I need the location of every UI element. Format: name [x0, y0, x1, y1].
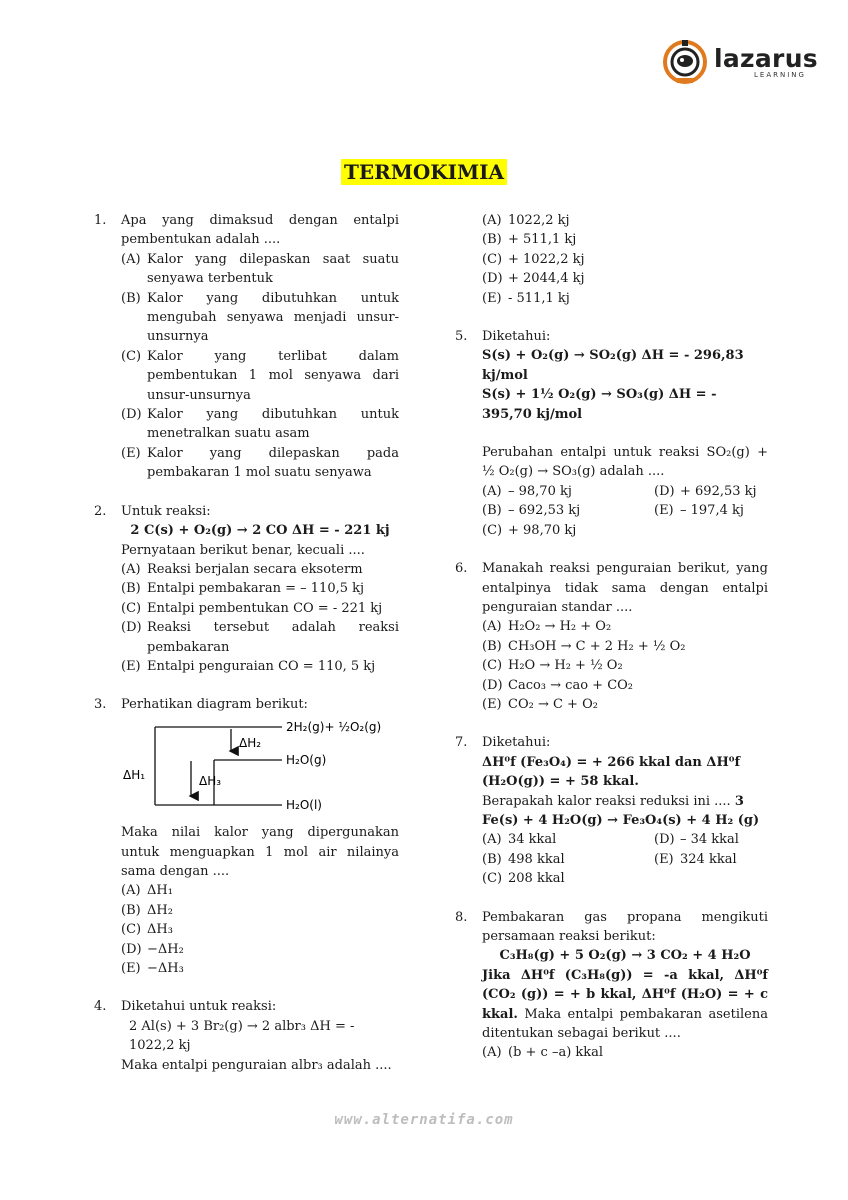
question-stem: Manakah reaksi penguraian berikut, yang entalpinya tidak sama dengan entalpi penguraian standar .... [482, 561, 768, 615]
reaction-equation: 2 Al(s) + 3 Br₂(g) → 2 albr₃ ΔH = - 1022,2 kj [129, 1018, 355, 1054]
option-text: H₂O → H₂ + ½ O₂ [508, 658, 623, 674]
option [482, 695, 768, 714]
option-text: – 197,4 kj [680, 503, 744, 519]
option-letter: (E) [482, 290, 502, 306]
option [482, 869, 654, 888]
option-text: 498 kkal [508, 851, 565, 867]
option [482, 501, 654, 520]
option-letter: (C) [121, 600, 142, 616]
question-3 [94, 695, 399, 978]
reaction-1: S(s) + O₂(g) → SO₂(g) ΔH = - 296,83 kj/mol [482, 348, 744, 383]
option [121, 444, 399, 483]
option-text: – 98,70 kj [508, 483, 572, 499]
option-letter: (E) [121, 658, 141, 674]
option [121, 920, 399, 939]
option-letter: (D) [121, 407, 142, 423]
question-1 [94, 211, 399, 483]
option [482, 482, 654, 501]
option-text: −ΔH₂ [147, 941, 184, 957]
option-text: + 1022,2 kj [508, 251, 585, 267]
option-letter: (A) [482, 483, 502, 499]
option-letter: (E) [654, 503, 674, 519]
option-letter: (A) [121, 883, 141, 899]
page-title: TERMOKIMIA [341, 159, 507, 185]
option-text: 208 kkal [508, 871, 565, 887]
reaction-equation: 3 Fe(s) + 4 H₂O(g) → Fe₃O₄(s) + 4 H₂ (g) [482, 793, 760, 828]
option [654, 501, 768, 520]
dh3-label: ΔH₃ [199, 773, 222, 788]
option [121, 940, 399, 959]
astronaut-icon [662, 38, 708, 86]
option-letter: (A) [121, 251, 141, 267]
option-letter: (C) [121, 348, 142, 364]
question-number: 3. [94, 697, 107, 713]
option-text: Kalor yang terlibat dalam pembentukan 1 mol senyawa dari unsur-unsurnya [147, 348, 399, 403]
enthalpy-diagram [119, 721, 389, 813]
dh2-label: ΔH₂ [239, 735, 262, 750]
question-7 [455, 733, 768, 888]
option [482, 830, 654, 849]
option-text: 1022,2 kj [508, 213, 570, 228]
option-text: - 511,1 kj [508, 290, 570, 306]
question-4 [94, 997, 399, 1075]
option [482, 521, 654, 540]
given-values: Jika ΔH⁰f (C₃H₈(g)) = -a kkal, ΔH⁰f (CO₂ (g)) = + b kkal, ΔH⁰f (H₂O) = + c kkal. [482, 967, 768, 1022]
option-text: ΔH₃ [147, 922, 173, 938]
option-text: 34 kkal [508, 832, 557, 848]
option-text: H₂O₂ → H₂ + O₂ [508, 619, 612, 635]
option [482, 269, 768, 288]
question-5 [455, 327, 768, 540]
given-values: ΔH⁰f (Fe₃O₄) = + 266 kkal dan ΔH⁰f (H₂O(g)) = + 58 kkal. [482, 754, 741, 790]
option-text: + 98,70 kj [508, 522, 577, 538]
option-letter: (B) [121, 902, 141, 918]
option-text: Kalor yang dibutuhkan untuk menetralkan suatu asam [147, 407, 399, 442]
option-letter: (B) [482, 232, 502, 248]
option [121, 901, 399, 920]
option-letter: (C) [482, 522, 503, 538]
option [482, 617, 768, 636]
question-stem: Diketahui: [482, 735, 551, 751]
option-letter: (B) [482, 638, 502, 654]
option-letter: (A) [121, 561, 141, 577]
option-text: 324 kkal [680, 851, 737, 867]
option [654, 482, 768, 501]
question-number: 6. [455, 561, 468, 577]
question-number: 1. [94, 213, 107, 228]
option [121, 599, 399, 618]
lazarus-logo [662, 38, 818, 86]
footer-watermark: www.alternatifa.com [334, 1112, 514, 1128]
option [482, 289, 768, 308]
option-text: Kalor yang dilepaskan pada pembakaran 1 mol suatu senyawa [147, 445, 399, 481]
option [121, 289, 399, 347]
question-stem: Perhatikan diagram berikut: [121, 697, 308, 713]
option [121, 347, 399, 405]
question-stem: Pembakaran gas propana mengikuti persamaan reaksi berikut: [482, 909, 768, 944]
option [121, 250, 399, 289]
option [654, 830, 768, 849]
left-column [94, 211, 399, 1075]
question-stem: Diketahui untuk reaksi: [121, 999, 277, 1015]
option-text: Caco₃ → cao + CO₂ [508, 677, 634, 693]
question-number: 2. [94, 503, 107, 519]
question-stem-2: Pernyataan berikut benar, kecuali .... [121, 542, 365, 558]
option-text: Kalor yang dibutuhkan untuk mengubah senyawa menjadi unsur-unsurnya [147, 290, 399, 345]
option [121, 405, 399, 444]
option-text: Reaksi berjalan secara eksoterm [147, 561, 363, 577]
option [121, 959, 399, 978]
question-4-options [455, 211, 768, 308]
option-text: Reaksi tersebut adalah reaksi pembakaran [147, 620, 399, 655]
option [482, 637, 768, 656]
top-level-label: 2H₂(g)+ ½O₂(g) [286, 720, 382, 734]
option-letter: (C) [121, 922, 142, 938]
option-letter: (C) [482, 251, 503, 267]
option [482, 850, 654, 869]
option-letter: (B) [482, 503, 502, 519]
option-letter: (A) [482, 619, 502, 635]
question-8 [455, 908, 768, 1063]
option-text: Entalpi penguraian CO = 110, 5 kj [147, 658, 376, 674]
question-stem-2: Perubahan entalpi untuk reaksi SO₂(g) + ½ O₂(g) → SO₃(g) adalah .... [482, 445, 768, 480]
reaction-equation: 2 C(s) + O₂(g) → 2 CO ΔH = - 221 kj [130, 523, 390, 539]
question-number: 7. [455, 735, 468, 751]
question-stem: Diketahui: [482, 329, 551, 345]
option-text: −ΔH₃ [147, 961, 184, 976]
option-text: Entalpi pembentukan CO = - 221 kj [147, 600, 383, 616]
question-stem-2: Maka nilai kalor yang dipergunakan untuk menguapkan 1 mol air nilainya sama dengan .... [121, 825, 399, 879]
option [121, 579, 399, 598]
option [482, 250, 768, 269]
question-stem-2: Berapakah kalor reaksi reduksi ini .... [482, 793, 731, 809]
option [482, 1043, 768, 1062]
option [482, 211, 768, 230]
option-text: (b + c –a) kkal [508, 1045, 604, 1061]
option [121, 560, 399, 579]
option-letter: (D) [482, 271, 503, 287]
option-letter: (C) [482, 871, 503, 887]
option [654, 850, 768, 869]
question-stem-2: Maka entalpi pembakaran asetilena ditentukan sebagai berikut .... [482, 1006, 768, 1042]
option [121, 657, 399, 676]
bottom-level-label: H₂O(l) [286, 797, 322, 812]
option-text: ΔH₁ [147, 883, 173, 899]
option-text: + 2044,4 kj [508, 271, 585, 287]
option-letter: (A) [482, 213, 502, 228]
option-letter: (D) [121, 941, 142, 957]
mid-level-label: H₂O(g) [286, 752, 327, 767]
option-text: Entalpi pembakaran = – 110,5 kj [147, 581, 365, 597]
option-letter: (D) [482, 677, 503, 693]
option-letter: (B) [482, 851, 502, 867]
option [482, 676, 768, 695]
reaction-2: S(s) + 1½ O₂(g) → SO₃(g) ΔH = - 395,70 kj/mol [482, 387, 717, 422]
question-stem: Apa yang dimaksud dengan entalpi pembentukan adalah .... [121, 213, 399, 248]
option-letter: (B) [121, 290, 141, 306]
logo-name: lazarus [714, 43, 818, 73]
option [482, 230, 768, 249]
option [121, 881, 399, 900]
question-stem: Untuk reaksi: [121, 503, 211, 519]
option-text: + 692,53 kj [680, 483, 757, 499]
option-text: Kalor yang dilepaskan saat suatu senyawa terbentuk [147, 251, 399, 287]
option-text: CO₂ → C + O₂ [508, 696, 598, 712]
option-text: – 34 kkal [680, 832, 739, 848]
option [121, 618, 399, 657]
option-letter: (E) [121, 445, 141, 461]
question-number: 5. [455, 329, 468, 345]
option-letter: (E) [121, 961, 141, 976]
option-letter: (A) [482, 1045, 502, 1061]
option-letter: (E) [482, 696, 502, 712]
question-2 [94, 502, 399, 677]
option-text: CH₃OH → C + 2 H₂ + ½ O₂ [508, 638, 686, 654]
option-letter: (D) [654, 832, 675, 848]
question-stem-2: Maka entalpi penguraian albr₃ adalah .... [121, 1057, 392, 1073]
right-column [455, 211, 768, 1063]
dh1-label: ΔH₁ [123, 767, 146, 782]
option-text: ΔH₂ [147, 902, 173, 918]
option-text: – 692,53 kj [508, 503, 581, 519]
option-text: + 511,1 kj [508, 232, 577, 248]
option-letter: (D) [121, 620, 142, 636]
option-letter: (C) [482, 658, 503, 674]
page-title-wrap [0, 160, 848, 184]
option-letter: (B) [121, 581, 141, 597]
option [482, 656, 768, 675]
question-number: 8. [455, 909, 468, 925]
option-letter: (A) [482, 832, 502, 848]
question-number: 4. [94, 999, 107, 1015]
logo-subtitle: LEARNING [754, 70, 806, 79]
reaction-equation: C₃H₈(g) + 5 O₂(g) → 3 CO₂ + 4 H₂O [499, 948, 751, 964]
option-letter: (D) [654, 483, 675, 499]
option-letter: (E) [654, 851, 674, 867]
question-6 [455, 559, 768, 714]
